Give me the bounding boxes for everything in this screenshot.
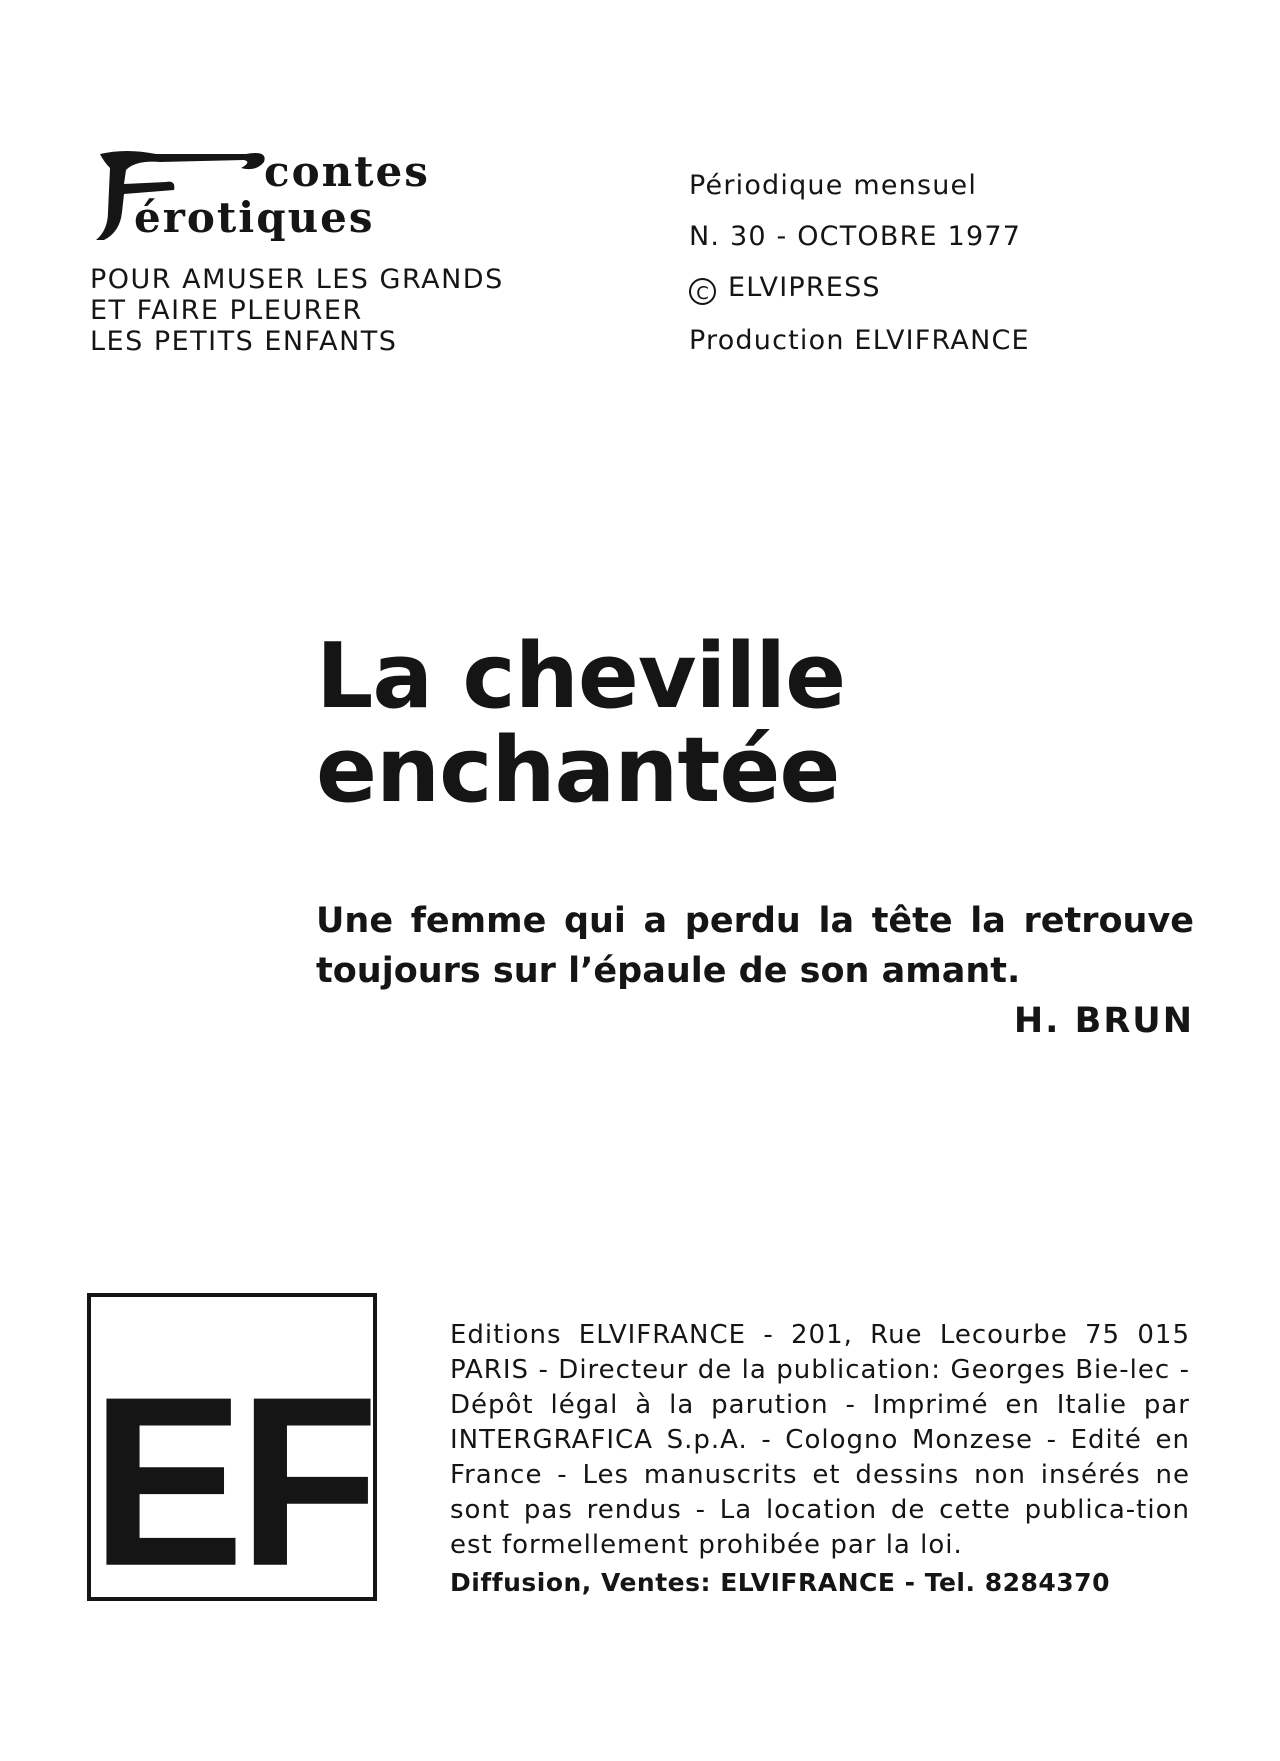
- tagline: [90, 264, 504, 357]
- tagline-line: ET FAIRE PLEURER: [90, 295, 363, 326]
- distribution-line: Diffusion, Ventes: ELVIFRANCE - Tel. 8284370: [450, 1568, 1110, 1597]
- copyright-icon: C: [689, 278, 716, 305]
- imprint-text: Editions ELVIFRANCE - 201, Rue Lecourbe 75 015 PARIS - Directeur de la publication: Georges Bie-lec - Dépôt légal à la parution - Imprimé en Italie par INTERGRAFICA S.p.A. - Cologno Monzese - Edité en France - Les manuscrits et dessins non insérés ne sont pas rendus - La location de cette publica-tion est formellement prohibée par la loi.: [450, 1320, 1190, 1560]
- title-line-2: enchantée: [316, 718, 840, 823]
- publisher-logo-box: [87, 1293, 377, 1601]
- epigraph: [316, 896, 1194, 1046]
- ef-logo-text: EF: [91, 1346, 373, 1597]
- periodicity: Périodique mensuel: [689, 170, 978, 201]
- quote-line-1: Une femme qui a perdu la tête la retrouve: [316, 901, 1194, 941]
- logo-line-2: érotiques: [134, 193, 375, 242]
- quote-author: H. BRUN: [1013, 1001, 1194, 1041]
- imprint: [450, 1318, 1190, 1600]
- story-title: [316, 624, 846, 823]
- logo-line-1: contes: [264, 148, 430, 196]
- tagline-line: LES PETITS ENFANTS: [90, 326, 398, 357]
- production: Production ELVIFRANCE: [689, 325, 1030, 356]
- quote-line-2: toujours sur l’épaule de son amant.: [316, 951, 1021, 991]
- copyright-line: [689, 272, 881, 305]
- tagline-line: POUR AMUSER LES GRANDS: [90, 264, 504, 295]
- ef-logo-icon: [91, 1297, 373, 1597]
- copyright-holder: ELVIPRESS: [728, 272, 881, 303]
- issue-number: N. 30 - OCTOBRE 1977: [689, 221, 1022, 252]
- magazine-logo: [96, 148, 516, 250]
- title-line-1: La cheville: [316, 624, 846, 729]
